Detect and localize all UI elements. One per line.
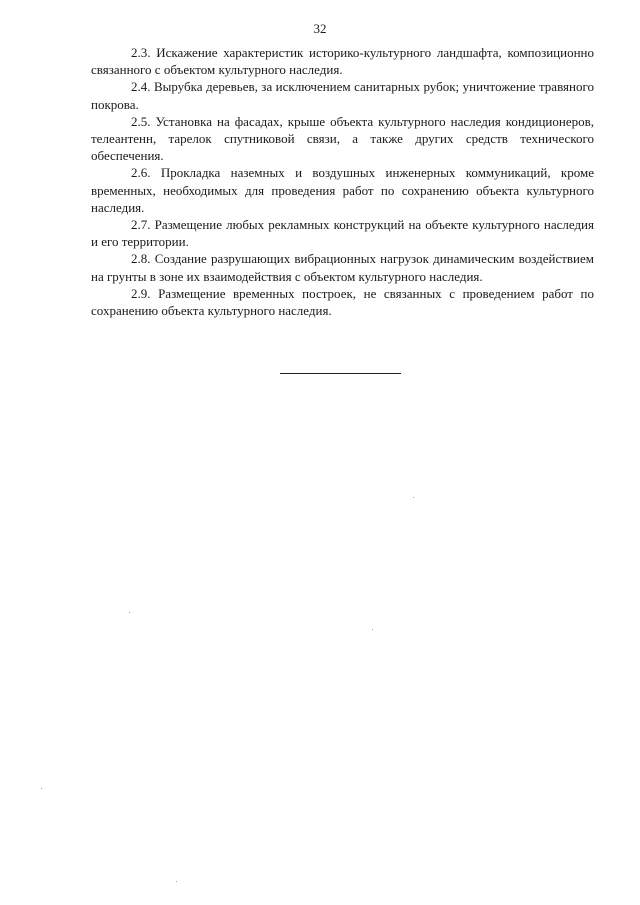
paragraph-line: 2.4. Вырубка деревьев, за исключением санитарных рубок; (131, 79, 463, 95)
scan-speck (413, 497, 414, 498)
paragraph-line: кроме временных, необходимых для проведения работ по сохранению (91, 165, 594, 198)
paragraph-2-3 (91, 44, 594, 78)
paragraph-line: 2.5. Установка на фасадах, крыше объекта культурного наследия (131, 113, 506, 129)
paragraph-line: 2.9. Размещение временных построек, не связанных с проведением (131, 285, 543, 301)
paragraph-line: 2.7. Размещение любых рекламных конструкций на объекте (131, 217, 473, 233)
paragraph-line: воздействием на грунты в зоне их взаимодействия с объектом культурного (91, 251, 594, 284)
paragraph-line: средств технического обеспечения. (91, 131, 594, 164)
paragraph-line: кондиционеров, телеантенн, тарелок спутниковой связи, а также других (91, 113, 594, 147)
document-body (91, 44, 594, 319)
paragraph-line: уничтожение травяного покрова. (91, 79, 594, 112)
paragraph-2-8 (91, 250, 594, 284)
paragraph-line: культурного наследия и его территории. (91, 217, 594, 250)
paragraph-2-9 (91, 285, 594, 319)
paragraph-line: композиционно связанного с объектом культурного наследия. (91, 45, 594, 78)
scan-speck (176, 881, 177, 882)
paragraph-line: 2.3. Искажение характеристик историко-культурного ландшафта, (131, 45, 508, 60)
paragraph-line: объекта культурного наследия. (91, 182, 594, 215)
paragraph-line: наследия. (429, 268, 483, 284)
paragraph-2-6 (91, 164, 594, 216)
paragraph-2-4 (91, 78, 594, 112)
paragraph-line: работ по сохранению объекта культурного наследия. (91, 285, 594, 319)
scan-speck (372, 629, 373, 630)
paragraph-line: 2.8. Создание разрушающих вибрационных нагрузок динамическим (131, 251, 519, 267)
paragraph-2-7 (91, 216, 594, 250)
scan-speck (129, 612, 130, 613)
paragraph-2-5 (91, 113, 594, 165)
page-number: 32 (313, 21, 327, 36)
closing-rule (280, 373, 401, 374)
scan-speck (41, 788, 42, 789)
paragraph-line: 2.6. Прокладка наземных и воздушных инженерных коммуникаций, (131, 165, 561, 181)
